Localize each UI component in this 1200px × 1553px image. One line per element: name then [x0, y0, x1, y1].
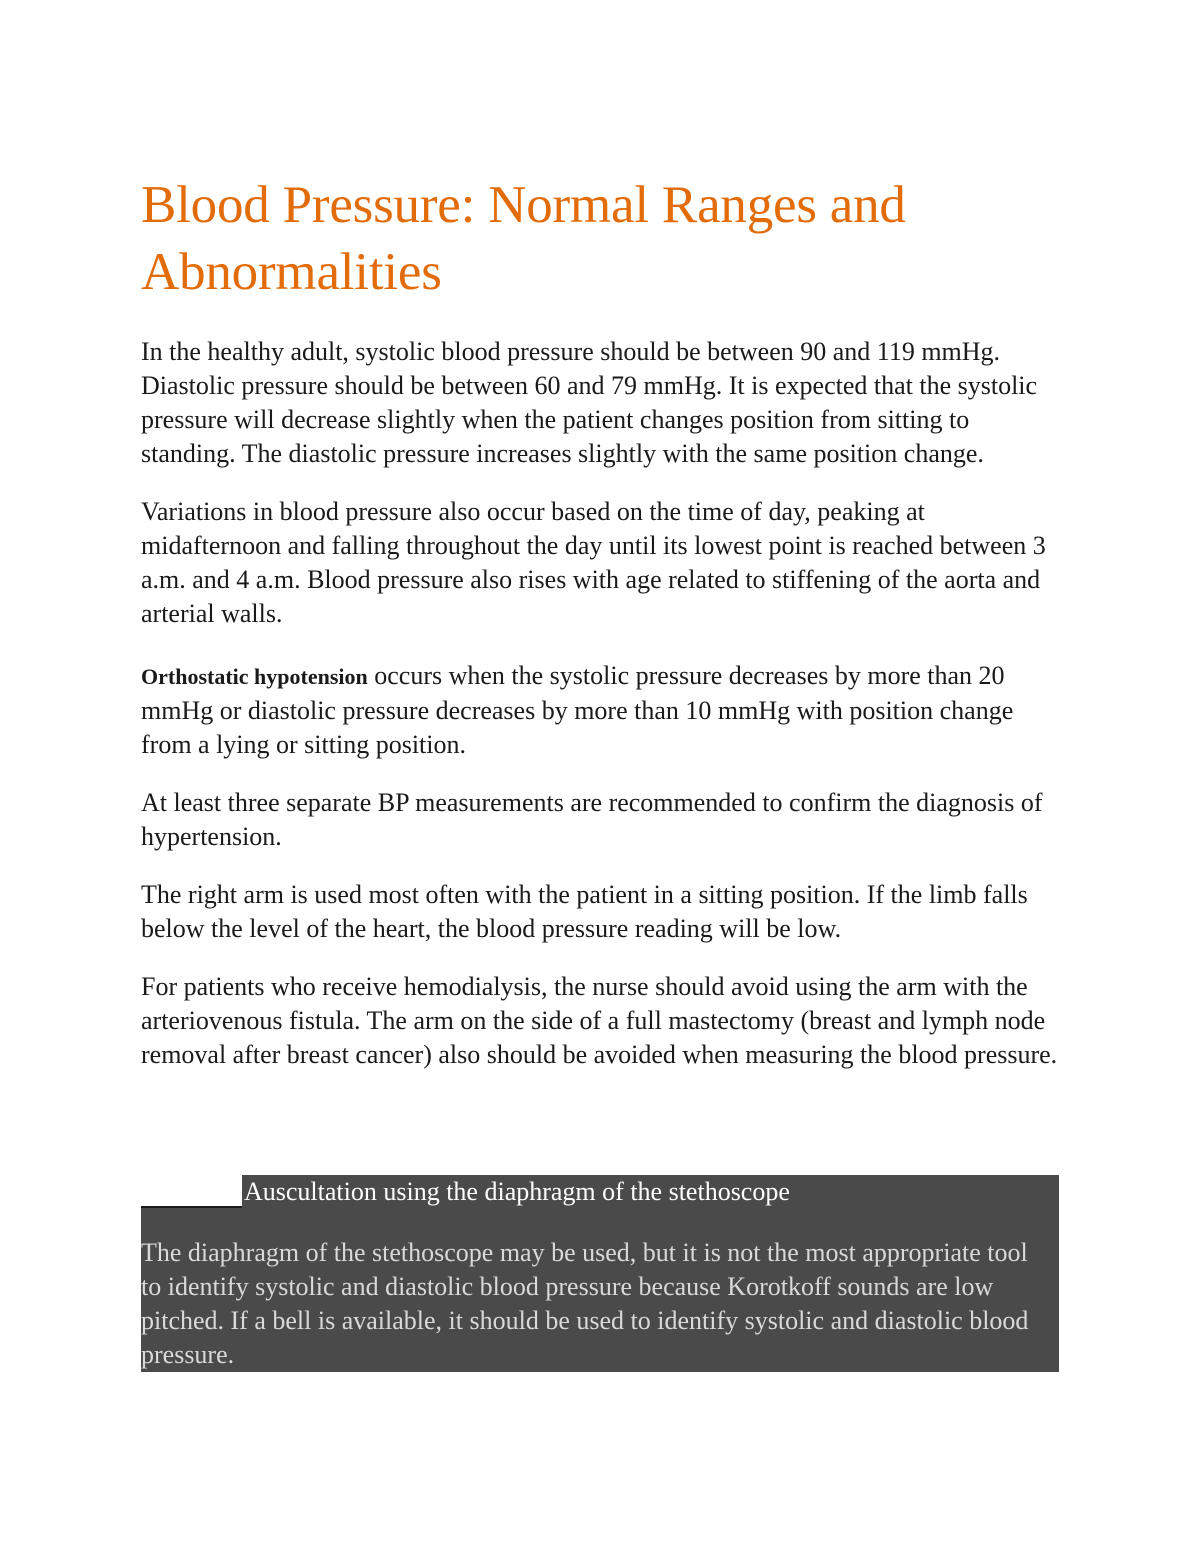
paragraph-right-arm: The right arm is used most often with the patient in a sitting position. If the limb falls below the level of the heart, the blood pressure reading will be low. [141, 880, 1028, 943]
callout-box [141, 1175, 1059, 1372]
paragraph-orthostatic-hypotension [141, 659, 1059, 762]
paragraph-orthostatic-hypotension-text: occurs when the systolic pressure decreases by more than 20 mmHg or diastolic pressure decreases by more than 10 mmHg with position change from a lying or sitting position. [141, 661, 1014, 759]
paragraph-normal-ranges: In the healthy adult, systolic blood pressure should be between 90 and 119 mmHg. Diastolic pressure should be between 60 and 79 mmHg. It is expected that the systolic pressure will decrease slightly when the patient changes position from sitting to standing. The diastolic pressure increases slightly with the same position change. [141, 337, 1038, 468]
paragraph-daily-variations: Variations in blood pressure also occur based on the time of day, peaking at midafternoon and falling throughout the day until its lowest point is reached between 3 a.m. and 4 a.m. Blood pressure also rises with age related to stiffening of the aorta and arterial walls. [141, 497, 1046, 628]
paragraph-hemodialysis: For patients who receive hemodialysis, the nurse should avoid using the arm with the arteriovenous fistula. The arm on the side of a full mastectomy (breast and lymph node removal after breast cancer) also should be avoided when measuring the blood pressure. [141, 972, 1058, 1069]
document-page [141, 172, 1059, 1072]
paragraph-bp-measurements: At least three separate BP measurements are recommended to confirm the diagnosis of hypertension. [141, 788, 1043, 851]
page-title: Blood Pressure: Normal Ranges and Abnormalities [141, 176, 906, 301]
callout-body: The diaphragm of the stethoscope may be used, but it is not the most appropriate tool to identify systolic and diastolic blood pressure because Korotkoff sounds are low pitched. If a bell is available, it should be used to identify systolic and diastolic blood pressure. [141, 1238, 1029, 1369]
term-orthostatic-hypotension: Orthostatic hypotension [141, 664, 368, 689]
callout-heading: Auscultation using the diaphragm of the stethoscope [244, 1177, 790, 1206]
callout-divider [141, 1206, 242, 1208]
